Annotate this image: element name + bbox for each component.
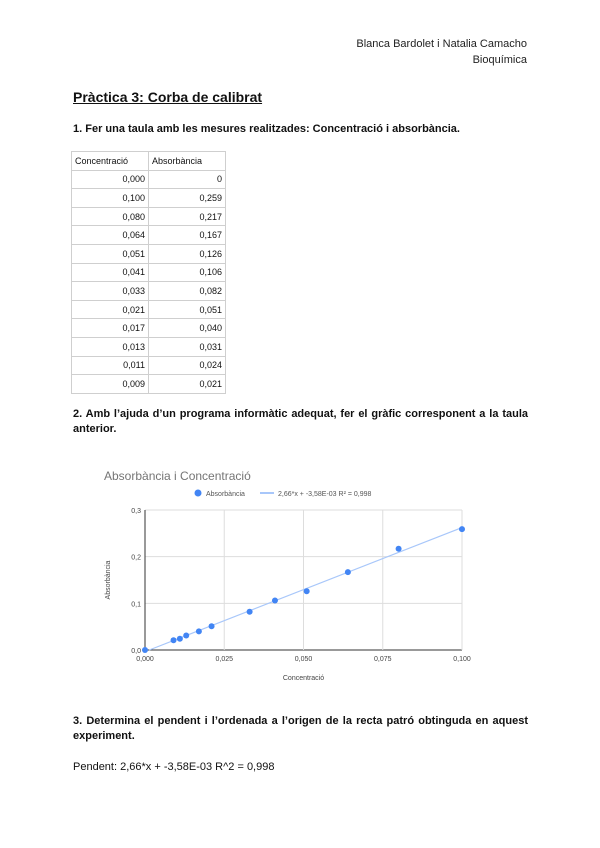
cell-concentracio: 0,064 bbox=[72, 226, 149, 245]
table-row bbox=[72, 282, 226, 301]
legend-marker-series bbox=[195, 490, 202, 497]
y-tick-label: 0,3 bbox=[131, 508, 141, 515]
table-row bbox=[72, 170, 226, 189]
page-title: Pràctica 3: Corba de calibrat bbox=[73, 89, 263, 105]
table-header-row bbox=[72, 152, 226, 171]
data-table bbox=[71, 151, 226, 394]
data-point bbox=[345, 569, 351, 575]
table-row bbox=[72, 319, 226, 338]
x-tick-label: 0,075 bbox=[373, 656, 392, 663]
table-row bbox=[72, 207, 226, 226]
data-point bbox=[183, 633, 189, 639]
cell-absorbancia: 0,051 bbox=[149, 300, 226, 319]
table-row bbox=[72, 300, 226, 319]
header-concentracio: Concentració bbox=[72, 152, 149, 171]
cell-absorbancia: 0,126 bbox=[149, 244, 226, 263]
cell-concentracio: 0,017 bbox=[72, 319, 149, 338]
x-tick-label: 0,050 bbox=[294, 656, 313, 663]
data-point bbox=[396, 546, 402, 552]
answer-text: Pendent: 2,66*x + -3,58E-03 R^2 = 0,998 bbox=[73, 761, 275, 773]
cell-absorbancia: 0 bbox=[149, 170, 226, 189]
y-tick-label: 0,0 bbox=[131, 648, 141, 655]
data-point bbox=[196, 628, 202, 634]
question-3: 3. Determina el pendent i l’ordenada a l’origen de la recta patró obtinguda en aquest experiment. bbox=[73, 715, 528, 742]
y-tick-label: 0,2 bbox=[131, 554, 141, 562]
header bbox=[356, 36, 527, 68]
data-point bbox=[247, 609, 253, 615]
cell-absorbancia: 0,021 bbox=[149, 375, 226, 394]
x-tick-label: 0,025 bbox=[215, 656, 234, 663]
table-row bbox=[72, 263, 226, 282]
data-point bbox=[171, 637, 177, 643]
cell-concentracio: 0,013 bbox=[72, 337, 149, 356]
table-row bbox=[72, 244, 226, 263]
table-row bbox=[72, 375, 226, 394]
legend-label-trendline: 2,66*x + -3,58E-03 R² = 0,998 bbox=[278, 491, 372, 498]
data-point bbox=[209, 623, 215, 629]
cell-concentracio: 0,100 bbox=[72, 189, 149, 208]
header-absorbancia: Absorbància bbox=[149, 152, 226, 171]
cell-absorbancia: 0,217 bbox=[149, 207, 226, 226]
data-point bbox=[272, 598, 278, 604]
y-tick-label: 0,1 bbox=[131, 601, 141, 609]
cell-concentracio: 0,021 bbox=[72, 300, 149, 319]
table-row bbox=[72, 356, 226, 375]
question-2: 2. Amb l’ajuda d’un programa informàtic adequat, fer el gràfic corresponent a la taula anterior. bbox=[73, 408, 528, 435]
question-1: 1. Fer una taula amb les mesures realitzades: Concentració i absorbància. bbox=[73, 123, 460, 135]
cell-absorbancia: 0,167 bbox=[149, 226, 226, 245]
data-point bbox=[177, 636, 183, 642]
scatter-chart bbox=[90, 460, 490, 685]
x-tick-label: 0,000 bbox=[136, 656, 154, 663]
cell-concentracio: 0,009 bbox=[72, 375, 149, 394]
authors: Blanca Bardolet i Natalia Camacho bbox=[356, 38, 527, 50]
x-axis-label: Concentració bbox=[282, 675, 325, 682]
cell-concentracio: 0,051 bbox=[72, 244, 149, 263]
legend-label-series: Absorbància bbox=[206, 491, 245, 498]
cell-concentracio: 0,033 bbox=[72, 282, 149, 301]
cell-absorbancia: 0,040 bbox=[149, 319, 226, 338]
cell-concentracio: 0,011 bbox=[72, 356, 149, 375]
data-point bbox=[304, 588, 310, 594]
cell-absorbancia: 0,024 bbox=[149, 356, 226, 375]
cell-concentracio: 0,041 bbox=[72, 263, 149, 282]
x-tick-label: 0,100 bbox=[453, 656, 471, 663]
table-row bbox=[72, 189, 226, 208]
cell-absorbancia: 0,106 bbox=[149, 263, 226, 282]
data-point bbox=[142, 647, 148, 653]
cell-concentracio: 0,080 bbox=[72, 207, 149, 226]
subject: Bioquímica bbox=[472, 54, 527, 66]
cell-absorbancia: 0,082 bbox=[149, 282, 226, 301]
chart-title: Absorbància i Concentració bbox=[104, 469, 251, 483]
cell-absorbancia: 0,259 bbox=[149, 189, 226, 208]
data-point bbox=[459, 526, 465, 532]
table-row bbox=[72, 337, 226, 356]
cell-absorbancia: 0,031 bbox=[149, 337, 226, 356]
cell-concentracio: 0,000 bbox=[72, 170, 149, 189]
table-row bbox=[72, 226, 226, 245]
y-axis-label: Absorbància bbox=[105, 560, 112, 600]
